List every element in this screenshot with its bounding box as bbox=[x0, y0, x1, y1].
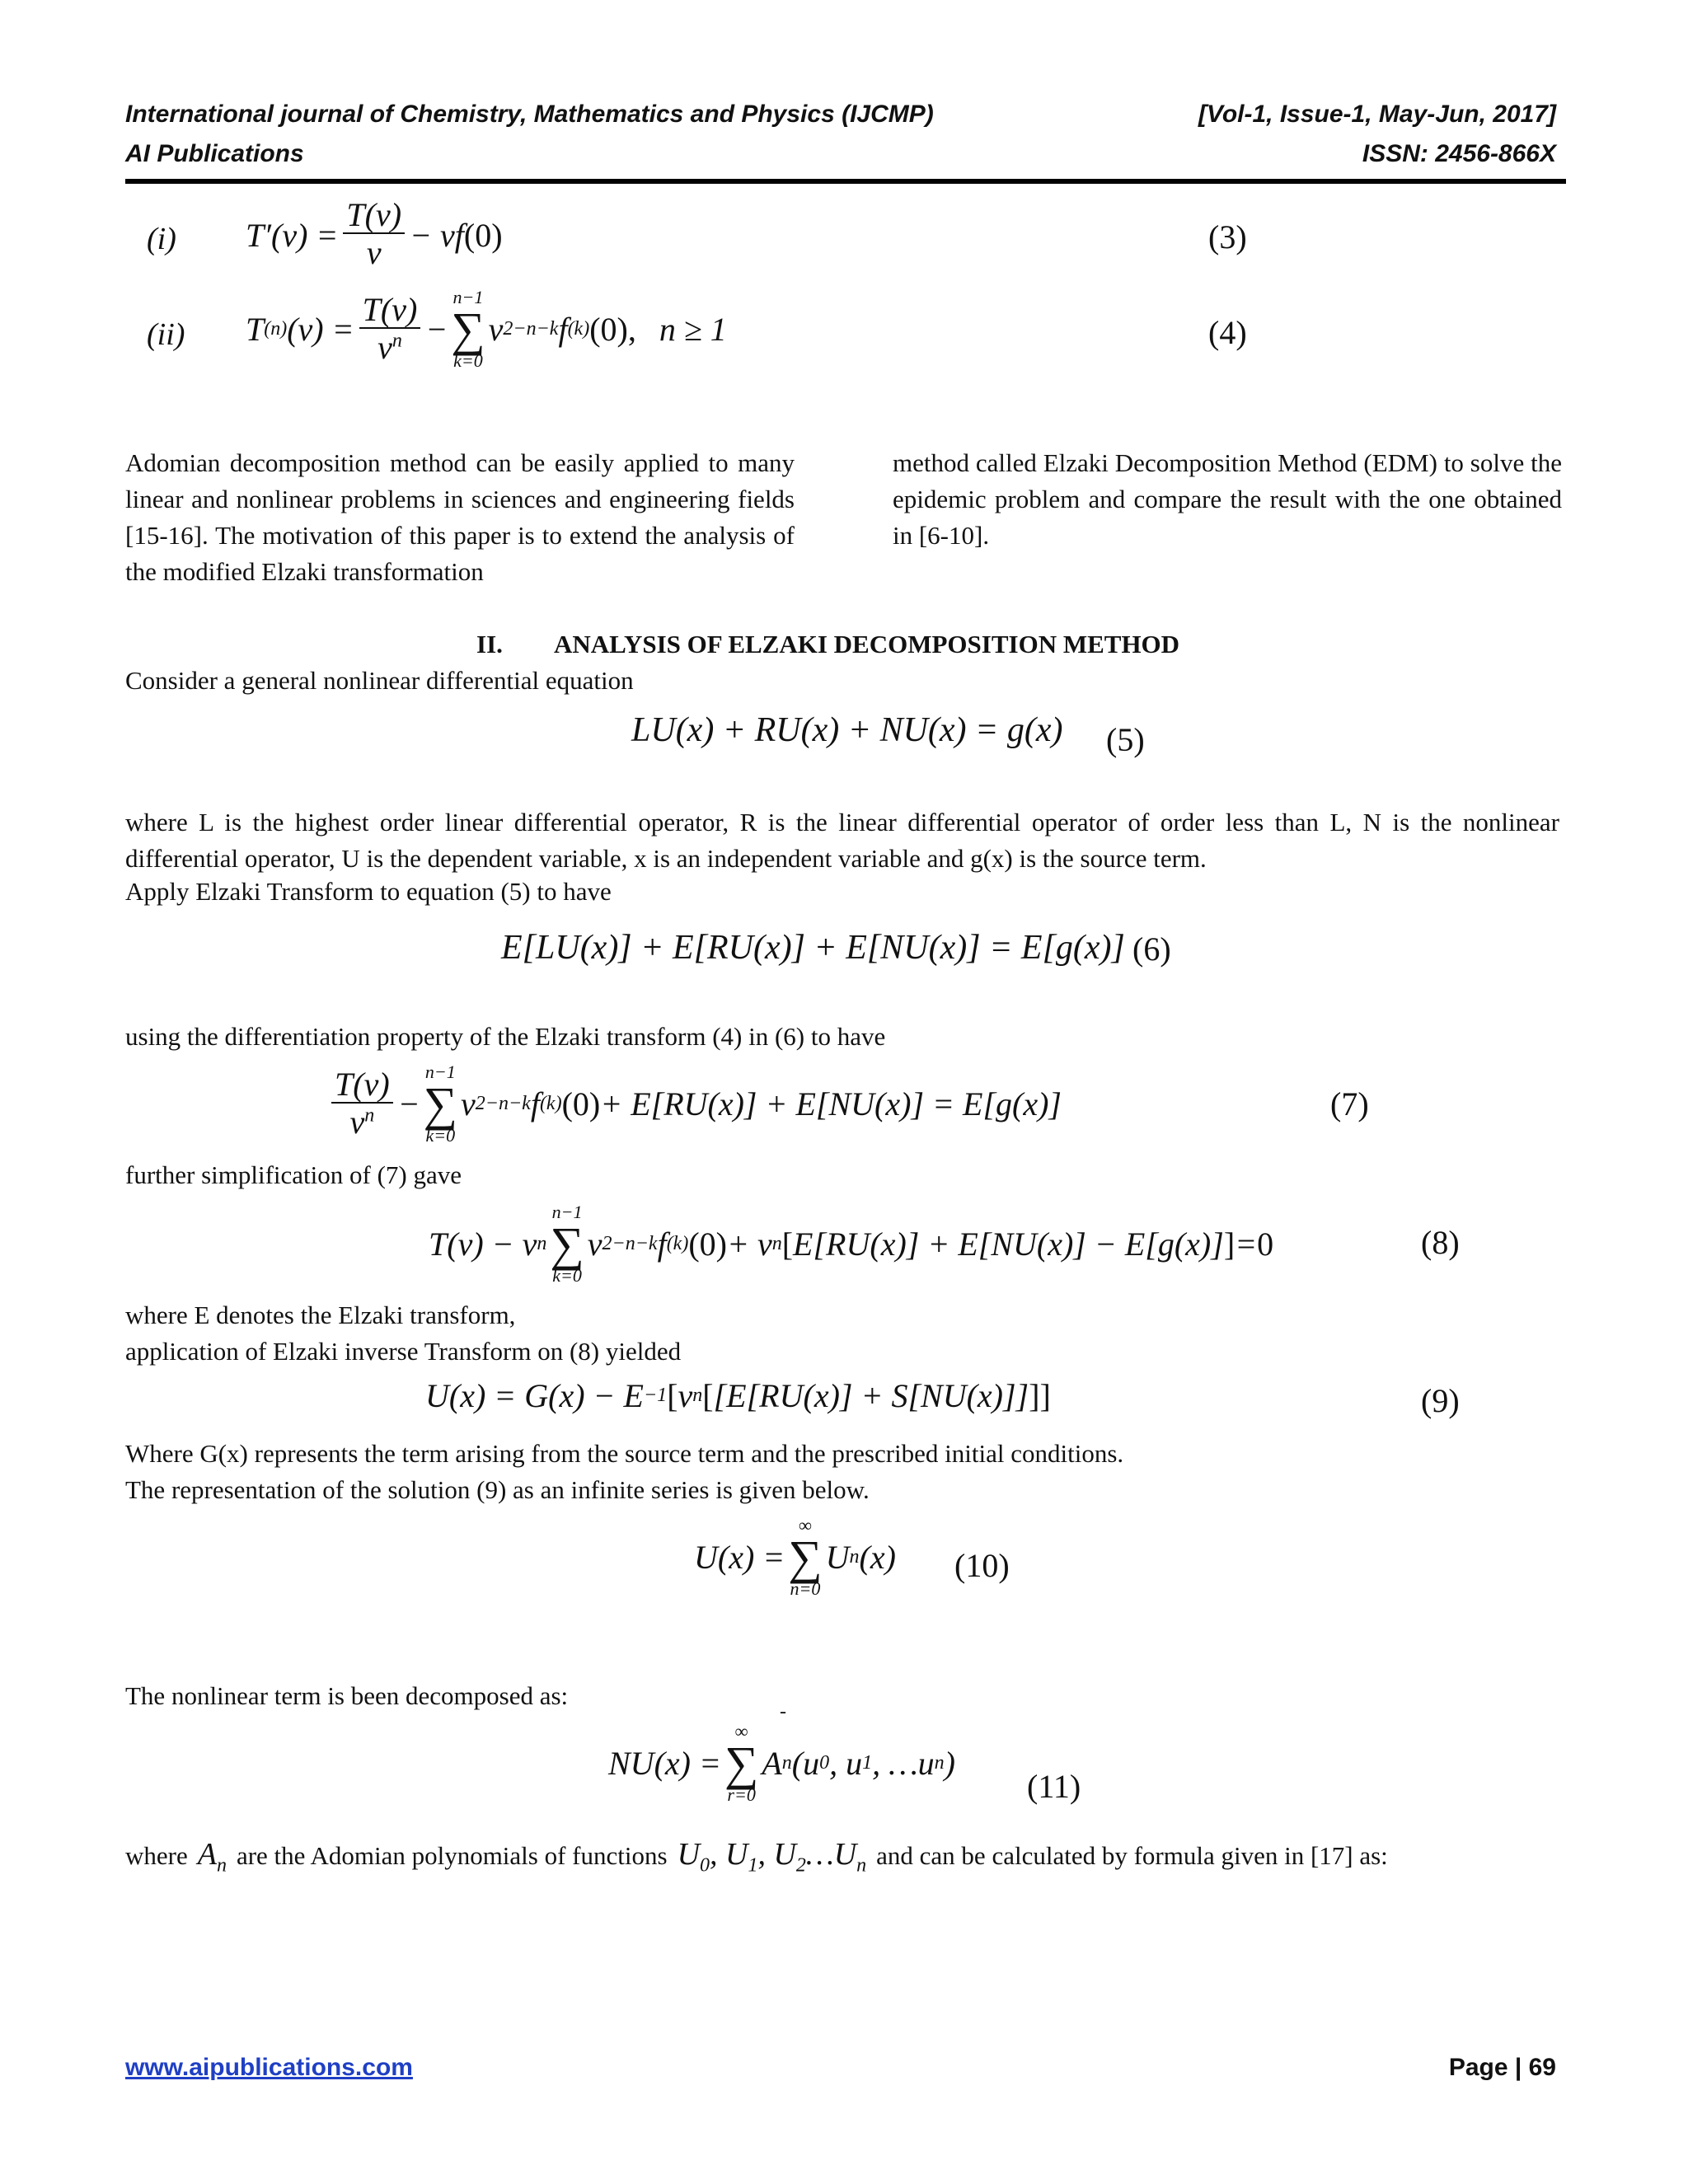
equation-4: T (n) (v) = $\frac{T(v)}{v^n}$ − n−1 ∑ k=0 v 2−n−k f (k) (0), n ≥ 1 bbox=[246, 287, 727, 372]
stray-dash: - bbox=[780, 1701, 786, 1722]
equation-10: U(x) = ∞ ∑ n=0 U n (x) bbox=[694, 1515, 896, 1600]
eq9-number: (9) bbox=[1421, 1382, 1460, 1419]
website-link[interactable]: www.aipublications.com bbox=[125, 2054, 413, 2081]
eq3-number: (3) bbox=[1208, 218, 1247, 255]
text-whereE: where E denotes the Elzaki transform, bbox=[125, 1301, 516, 1329]
eq6-number: (6) bbox=[1132, 930, 1171, 968]
eq11-number: (11) bbox=[1027, 1768, 1081, 1805]
issn: ISSN: 2456-866X bbox=[1362, 140, 1556, 167]
eq3-label: (i) bbox=[147, 222, 176, 256]
publisher-name: AI Publications bbox=[125, 140, 304, 167]
text-whereA-part2: are the Adomian polynomials of functions bbox=[236, 1841, 668, 1870]
eq5-number: (5) bbox=[1106, 721, 1145, 758]
eq4-condition: n ≥ 1 bbox=[659, 311, 727, 349]
equation-8: T(v) − v n n−1 ∑ k=0 v 2−n−k f (k) (0) + v n [ E[RU(x)] + E[NU(x)] − E[g(x)] ] = 0 bbox=[429, 1202, 1274, 1286]
text-whereA: where $A_n$ are the Adomian polynomials of functions $U_0$, $U_1$, $U_2\dots U_n$ and can be calculated by formula given in [17] as: bbox=[125, 1837, 1388, 1877]
journal-title: International journal of Chemistry, Mathematics and Physics (IJCMP) bbox=[125, 101, 934, 128]
section-title: ANALYSIS OF ELZAKI DECOMPOSITION METHOD bbox=[554, 630, 1180, 658]
volume-info: [Vol-1, Issue-1, May-Jun, 2017] bbox=[1198, 101, 1556, 128]
equation-9: U(x) = G(x) − E −1 [ v n [ [E[RU(x)] + S[NU(x)]] ] ] bbox=[425, 1377, 1051, 1414]
equation-6: E[LU(x)] + E[RU(x)] + E[NU(x)] = E[g(x)] bbox=[501, 929, 1125, 967]
text-nonlinear: The nonlinear term is been decomposed as: bbox=[125, 1681, 569, 1710]
paragraph-left-column: Adomian decomposition method can be easily applied to many linear and nonlinear problems in sciences and engineering fields [15-16]. The motivation of this paper is to extend the analysis of the modified Elzaki transformation bbox=[125, 448, 795, 586]
eq8-number: (8) bbox=[1421, 1224, 1460, 1261]
header-rule bbox=[125, 179, 1566, 184]
text-consider: Consider a general nonlinear differential equation bbox=[125, 666, 634, 695]
eq7-number: (7) bbox=[1330, 1085, 1369, 1122]
eq4-number: (4) bbox=[1208, 314, 1247, 351]
equation-11: NU(x) = ∞ ∑ r=0 A n (u 0 , u 1 , …u n ) bbox=[608, 1721, 955, 1806]
section-number: II. bbox=[476, 630, 503, 658]
equation-7: $\frac{T(v)}{v^n}$ − n−1 ∑ k=0 v 2−n−k f (k) (0) + E[RU(x)] + E[NU(x)] = E[g(x)] bbox=[326, 1063, 1062, 1145]
text-using: using the differentiation property of the Elzaki transform (4) in (6) to have bbox=[125, 1022, 886, 1051]
paragraph-right-column: method called Elzaki Decomposition Method (EDM) to solve the epidemic problem and compare the result with the one obtained in [6-10]. bbox=[893, 448, 1562, 550]
text-whereA-part3: and can be calculated by formula given in [17] as: bbox=[876, 1841, 1388, 1870]
paragraph-where-L: where L is the highest order linear differential operator, R is the linear differential operator of order less than L, N is the nonlinear differential operator, U is the dependent variable, x is an independent variable and g(x) is the source term. bbox=[125, 808, 1559, 873]
eq10-number: (10) bbox=[954, 1547, 1010, 1584]
page-number: Page | 69 bbox=[1448, 2054, 1556, 2081]
text-application: application of Elzaki inverse Transform on (8) yielded bbox=[125, 1337, 682, 1366]
equation-5: LU(x) + RU(x) + NU(x) = g(x) bbox=[631, 711, 1063, 749]
eq4-label: (ii) bbox=[147, 317, 185, 352]
text-whereG: Where G(x) represents the term arising from the source term and the prescribed initial conditions. bbox=[125, 1439, 1124, 1468]
text-further: further simplification of (7) gave bbox=[125, 1160, 462, 1189]
text-apply: Apply Elzaki Transform to equation (5) to have bbox=[125, 877, 612, 906]
text-representation: The representation of the solution (9) as an infinite series is given below. bbox=[125, 1475, 870, 1504]
text-whereA-part1: where bbox=[125, 1841, 188, 1870]
equation-3: T′(v) = $\frac{T(v)}{v}$ − vf (0) bbox=[246, 196, 503, 271]
